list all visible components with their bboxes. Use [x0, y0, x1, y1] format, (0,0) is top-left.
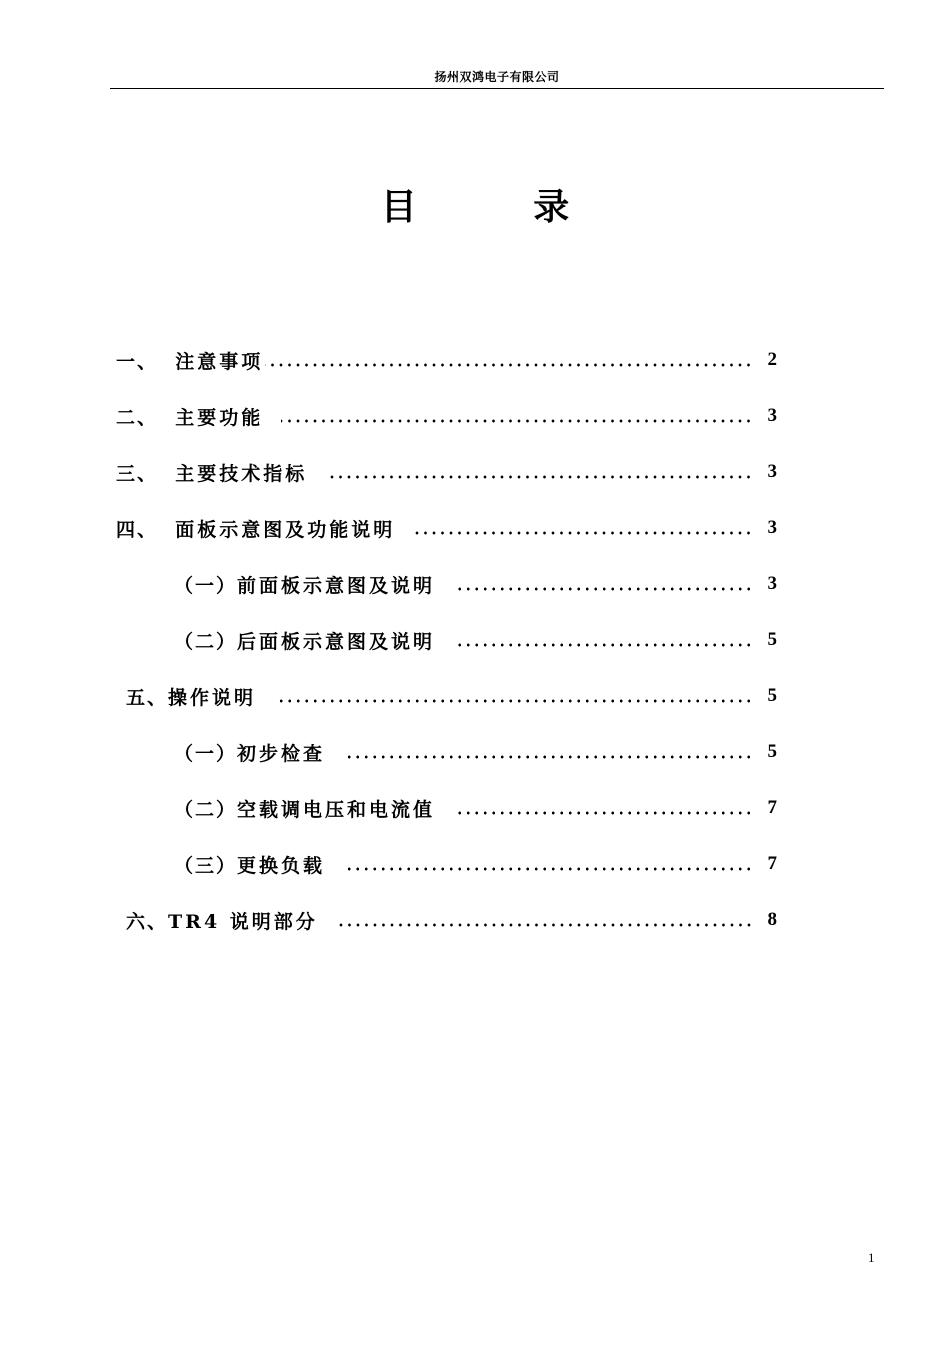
toc-entry-page: 3 [767, 405, 777, 426]
toc-entry-number: （二） [174, 798, 238, 821]
toc-leader-dots [453, 587, 753, 591]
toc-entry-label: 主要功能 [175, 406, 264, 429]
toc-entry[interactable] [174, 571, 777, 597]
toc-entry-label: 更换负载 [237, 854, 326, 877]
toc-entry-page: 5 [767, 629, 777, 650]
toc-entry[interactable] [116, 347, 777, 373]
toc-entry-page: 5 [767, 741, 777, 762]
toc-entry[interactable] [116, 515, 777, 541]
toc-entry-label: 注意事项 [175, 350, 264, 373]
toc-entry-page: 5 [767, 685, 777, 706]
toc-leader-dots [265, 363, 753, 367]
toc-leader-dots [343, 755, 753, 759]
toc-entry-number: 一、 [116, 350, 176, 373]
toc-leader-dots [325, 475, 753, 479]
toc-entry-number: 六、 [126, 910, 169, 933]
toc-entry[interactable] [174, 627, 777, 653]
toc-entry-number: 四、 [116, 518, 176, 541]
toc-leader-dots [336, 923, 753, 927]
toc-entry-page: 2 [767, 349, 777, 370]
toc-entry-number: （一） [174, 742, 238, 765]
toc-entry-page: 3 [767, 573, 777, 594]
toc-entry-number: 三、 [116, 462, 176, 485]
toc-entry-label: 后面板示意图及说明 [237, 630, 436, 653]
toc-entry-number: （一） [174, 574, 238, 597]
toc-entry[interactable] [174, 795, 777, 821]
toc-entry-page: 8 [767, 909, 777, 930]
toc-entry[interactable] [174, 851, 777, 877]
page-title: 目 录 [380, 187, 622, 228]
toc-entry-label: 主要技术指标 [175, 462, 308, 485]
toc-entry-page: 3 [767, 517, 777, 538]
toc-entry[interactable] [116, 459, 777, 485]
toc-entry-label: 初步检查 [237, 742, 326, 765]
toc-leader-dots [343, 867, 753, 871]
page-number: 1 [868, 1250, 875, 1265]
toc-leader-dots [274, 699, 753, 703]
toc-entry-label: 操作说明 [168, 686, 257, 709]
toc-leader-dots [413, 531, 753, 535]
toc-entry-page: 7 [767, 797, 777, 818]
company-name: 扬州双鸿电子有限公司 [434, 70, 560, 84]
toc-entry-label: 面板示意图及功能说明 [175, 518, 396, 541]
toc-leader-dots [281, 419, 753, 423]
toc-entry[interactable] [174, 739, 777, 765]
toc-entry-page: 3 [767, 461, 777, 482]
toc-entry-label: TR4 说明部分 [168, 910, 318, 933]
toc-entry-number: 五、 [126, 686, 169, 709]
toc-entry-number: （三） [174, 854, 238, 877]
toc-leader-dots [453, 811, 753, 815]
page-header [110, 66, 884, 89]
toc-leader-dots [453, 643, 753, 647]
toc-entry[interactable] [126, 907, 777, 933]
toc-entry-number: （二） [174, 630, 238, 653]
toc-entry-label: 空载调电压和电流值 [237, 798, 436, 821]
toc-entry-number: 二、 [116, 406, 176, 429]
toc-entry-page: 7 [767, 853, 777, 874]
toc-entry-label: 前面板示意图及说明 [237, 574, 436, 597]
toc-entry[interactable] [116, 403, 777, 429]
toc-entry[interactable] [126, 683, 777, 709]
